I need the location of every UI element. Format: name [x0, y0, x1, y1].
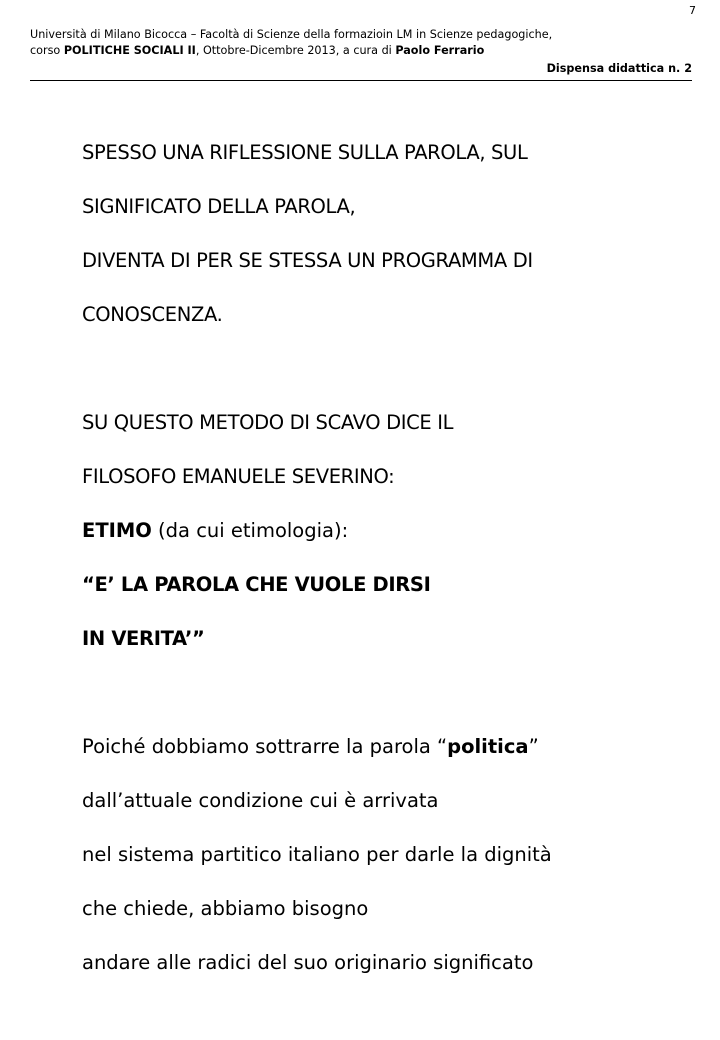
- text-line-11: dall’attuale condizione cui è arrivata: [82, 789, 439, 812]
- text-line-3: DIVENTA DI PER SE STESSA UN PROGRAMMA DI: [82, 249, 533, 272]
- header-date-text: , Ottobre-Dicembre 2013, a cura di: [195, 44, 396, 57]
- text-line-13: che chiede, abbiamo bisogno: [82, 897, 369, 920]
- header-course-prefix: corso: [30, 44, 64, 57]
- page-number: 7: [689, 4, 696, 17]
- text-line-7: [82, 504, 702, 558]
- text-line-10: [82, 720, 702, 774]
- politica-suffix: ”: [528, 735, 539, 758]
- text-line-2: SIGNIFICATO DELLA PAROLA,: [82, 195, 356, 218]
- paragraph-spacer: [82, 666, 702, 720]
- header-divider: [30, 80, 692, 81]
- paragraph-spacer: [82, 342, 702, 396]
- header-line-2: [30, 43, 694, 59]
- text-line-14: andare alle radici del suo originario significato: [82, 951, 534, 974]
- politica-term: politica: [447, 735, 529, 758]
- text-line-5: SU QUESTO METODO DI SCAVO DICE IL: [82, 411, 454, 434]
- header-line-1: Università di Milano Bicocca – Facoltà di Scienze della formazioin LM in Scienze pedagogiche,: [30, 28, 553, 41]
- handout-label: Dispensa didattica n. 2: [546, 62, 692, 75]
- etimo-term: ETIMO: [82, 519, 152, 542]
- quote-line-1: “E’ LA PAROLA CHE VUOLE DIRSI: [82, 573, 431, 596]
- quote-line-2: IN VERITA’”: [82, 627, 205, 650]
- text-line-6: FILOSOFO EMANUELE SEVERINO:: [82, 465, 395, 488]
- document-body: [82, 126, 702, 990]
- text-line-12: nel sistema partitico italiano per darle la dignità: [82, 843, 552, 866]
- text-line-1: SPESSO UNA RIFLESSIONE SULLA PAROLA, SUL: [82, 141, 528, 164]
- text-line-8: [82, 558, 702, 612]
- text-line-4: CONOSCENZA.: [82, 303, 223, 326]
- running-header: [30, 27, 694, 77]
- text-line-9: [82, 612, 702, 666]
- course-name: POLITICHE SOCIALI II: [63, 44, 196, 57]
- author-name: Paolo Ferrario: [395, 44, 485, 57]
- politica-prefix: Poiché dobbiamo sottrarre la parola “: [82, 735, 448, 758]
- etimo-note: (da cui etimologia):: [151, 519, 349, 542]
